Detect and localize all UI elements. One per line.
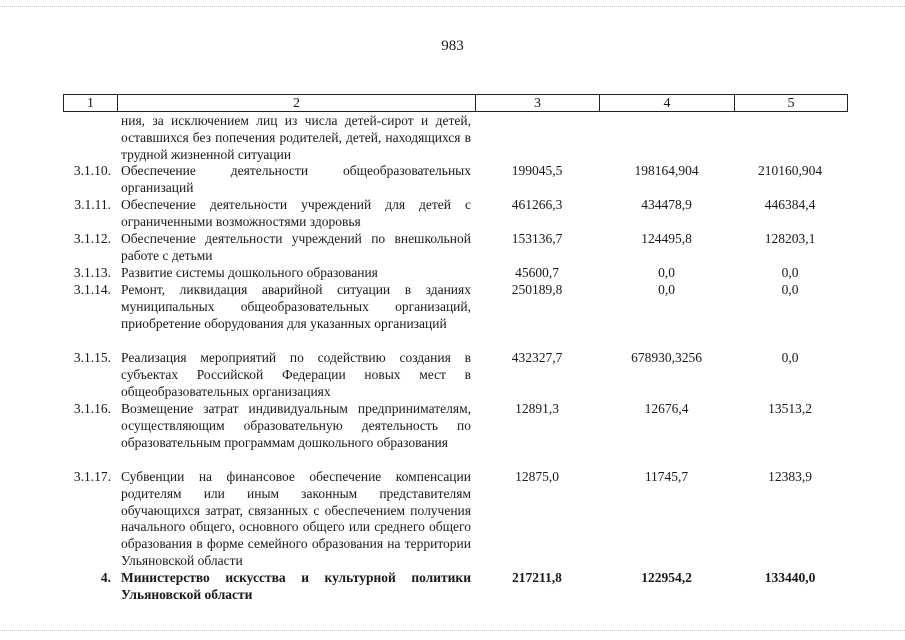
row-description: Развитие системы дошкольного образования: [121, 265, 378, 280]
table-header: [63, 94, 848, 112]
row-value-col-3: 217211,8: [512, 570, 562, 585]
row-number: 3.1.12.: [73, 231, 111, 246]
row-value-col-3: 45600,7: [515, 265, 559, 280]
row-description: ния, за исключением лиц из числа детей-сирот и детей, оставшихся без попечения родителей, детей, находящихся в трудной жизненной ситуации: [121, 113, 471, 162]
row-description: Реализация мероприятий по содействию создания в субъектах Российской Федерации новых мест в общеобразовательных организациях: [121, 350, 471, 399]
row-value-col-4: 12676,4: [644, 401, 689, 416]
row-value-col-5: 0,0: [781, 282, 799, 297]
row-description: Субвенции на финансовое обеспечение компенсации родителям или иным законным представителям обучающихся затрат, связанных с обеспечением получения начального общего, основного общего или среднего общего образования в форме семейного образования на территории Ульяновской области: [121, 469, 471, 568]
row-description: Обеспечение деятельности общеобразовательных организаций: [121, 163, 471, 195]
row-value-col-5: 12383,9: [768, 469, 812, 484]
row-number: 3.1.15.: [73, 350, 111, 365]
row-number: 3.1.11.: [74, 197, 111, 212]
row-value-col-5: 128203,1: [764, 231, 816, 246]
row-value-col-4: 122954,2: [641, 570, 692, 585]
row-value-col-3: 12875,0: [515, 469, 559, 484]
row-number: 3.1.16.: [73, 401, 111, 416]
row-value-col-4: 0,0: [658, 282, 675, 297]
row-value-col-3: 461266,3: [511, 197, 563, 212]
row-value-col-3: 432327,7: [511, 350, 563, 365]
row-value-col-5: 13513,2: [768, 401, 812, 416]
header-col-4: 4: [600, 95, 735, 111]
scan-edge-bottom: [0, 630, 905, 632]
header-col-3: 3: [476, 95, 600, 111]
header-col-2: 2: [118, 95, 476, 111]
row-value-col-4: 11745,7: [644, 469, 689, 484]
scan-edge-top: [0, 6, 905, 8]
row-value-col-3: 153136,7: [511, 231, 563, 246]
row-value-col-3: 250189,8: [511, 282, 563, 297]
row-value-col-3: 12891,3: [515, 401, 559, 416]
row-value-col-5: 0,0: [781, 350, 799, 365]
row-value-col-5: 133440,0: [764, 570, 816, 585]
row-value-col-4: 0,0: [658, 265, 675, 280]
row-value-col-4: 124495,8: [641, 231, 692, 246]
row-value-col-5: 0,0: [781, 265, 799, 280]
row-value-col-3: 199045,5: [511, 163, 563, 178]
row-description: Возмещение затрат индивидуальным предпринимателям, осуществляющим образовательную деятельность по образовательным программам дошкольного образования: [121, 401, 471, 450]
row-number: 3.1.10.: [73, 163, 111, 178]
header-col-5: 5: [787, 96, 795, 111]
row-description: Министерство искусства и культурной политики Ульяновской области: [121, 570, 471, 602]
row-number: 3.1.13.: [73, 265, 111, 280]
row-value-col-4: 434478,9: [641, 197, 692, 212]
header-col-1: 1: [64, 95, 118, 111]
row-description: Обеспечение деятельности учреждений для детей с ограниченными возможностями здоровья: [121, 197, 471, 229]
row-value-col-5: 210160,904: [757, 163, 823, 178]
row-description: Обеспечение деятельности учреждений по внешкольной работе с детьми: [121, 231, 471, 263]
row-number: 3.1.14.: [73, 282, 111, 297]
row-number: 3.1.17.: [73, 469, 111, 484]
row-description: Ремонт, ликвидация аварийной ситуации в зданиях муниципальных общеобразовательных организаций, приобретение оборудования для указанных организаций: [121, 282, 471, 331]
page-number: 983: [441, 38, 464, 54]
row-value-col-4: 678930,3256: [631, 350, 702, 365]
row-number: 4.: [100, 570, 111, 585]
row-value-col-4: 198164,904: [634, 163, 699, 178]
row-value-col-5: 446384,4: [764, 197, 816, 212]
